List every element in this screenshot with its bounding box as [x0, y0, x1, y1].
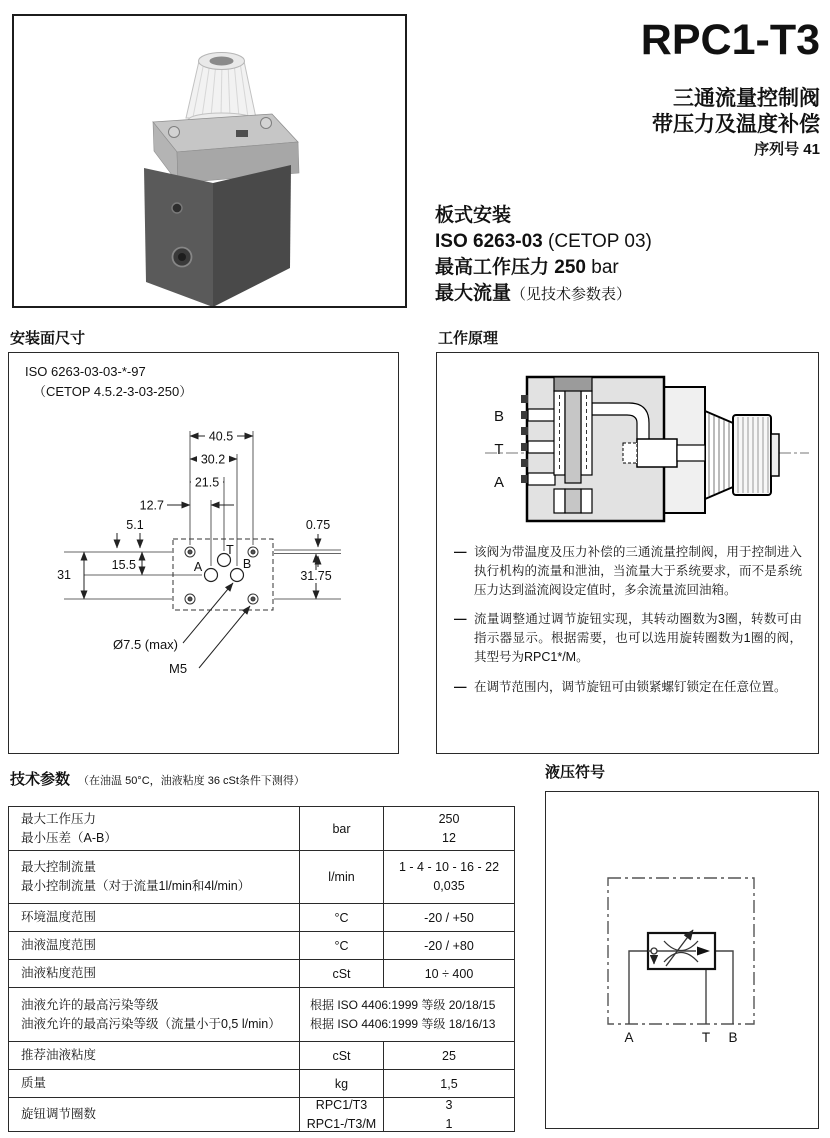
mounting-heading: 安装面尺寸: [10, 330, 86, 347]
plate-screw-right: [261, 118, 272, 129]
bullet-dash: —: [454, 545, 467, 559]
param-label: 油液允许的最高污染等级（流量小于0,5 l/min）: [21, 1016, 281, 1031]
param-value: 1,5: [440, 1076, 458, 1091]
spool: [565, 387, 581, 483]
param-label: 最大工作压力: [21, 811, 97, 826]
dim-12-7: 12.7: [139, 498, 164, 513]
param-label: 旋钮调节圈数: [21, 1107, 97, 1121]
symbol-port-b: B: [728, 1030, 738, 1045]
principle-heading: 工作原理: [438, 330, 499, 347]
callout-leaders: [183, 583, 250, 668]
mounting-standard-2: （CETOP 4.5.2-3-03-250）: [33, 384, 193, 399]
spool-lower: [565, 489, 581, 513]
key-specs: [435, 203, 652, 308]
table-row: [9, 932, 514, 960]
param-value: 1 - 4 - 10 - 16 - 22: [398, 860, 500, 874]
page-title: RPC1-T3: [640, 16, 820, 64]
product-photo-valve: [14, 16, 405, 306]
param-value: -20 / +50: [424, 910, 474, 925]
dim-30-2: 30.2: [200, 452, 226, 467]
knob-knurling: [738, 417, 768, 493]
param-value: 1: [445, 1116, 453, 1131]
param-label: 最小控制流量（对于流量1l/min和4l/min）: [21, 879, 251, 893]
param-label: 质量: [21, 1076, 47, 1090]
principle-port-b: B: [493, 408, 505, 425]
table-row: [9, 1070, 514, 1098]
param-value: 根据 ISO 4406:1999 等级 20/18/15: [310, 997, 496, 1012]
spec-mounting: 板式安装: [435, 205, 512, 226]
symbol-heading: 液压符号: [545, 764, 606, 781]
param-value: -20 / +80: [424, 938, 474, 953]
table-row: [9, 988, 514, 1042]
table-row: [9, 1042, 514, 1070]
port-b-hole: [231, 569, 244, 582]
param-value: 0,035: [433, 879, 465, 893]
param-unit: RPC1-/T3/M: [306, 1116, 377, 1131]
spool-cap: [554, 377, 592, 391]
spec-pressure: 最高工作压力 250 bar: [435, 257, 619, 278]
pilot-node: [651, 948, 657, 954]
param-unit: °C: [300, 932, 384, 959]
principle-diagram: [437, 353, 818, 538]
port-a-label: A: [193, 560, 203, 574]
param-value: 12: [442, 830, 456, 845]
symbol-port-labels: [624, 1030, 737, 1045]
param-unit: °C: [300, 904, 384, 931]
compensator-stem: [677, 445, 705, 461]
port-holes: [205, 554, 244, 582]
param-value: 250: [438, 811, 460, 826]
spec-iso: ISO 6263-03 (CETOP 03): [435, 231, 652, 252]
tech-heading: 技术参数: [10, 771, 71, 788]
bullet-dash: —: [454, 612, 467, 627]
principle-port-labels: [494, 408, 504, 491]
subtitle-line1: 三通流量控制阀: [673, 87, 820, 110]
param-value: 25: [442, 1048, 456, 1063]
symbol-port-a: A: [624, 1030, 634, 1045]
principle-bullet-1: [454, 543, 802, 599]
param-label: 推荐油液粘度: [21, 1048, 97, 1062]
dim-31-75: 31.75: [300, 569, 332, 583]
param-label: 最大控制流量: [21, 860, 97, 874]
table-row: [9, 1098, 514, 1131]
principle-port-t: T: [494, 441, 504, 458]
body-port-large-inner: [178, 253, 186, 261]
param-value: 根据 ISO 4406:1999 等级 18/16/13: [310, 1016, 496, 1031]
valve-body-front: [144, 168, 213, 306]
symbol-port-t: T: [701, 1030, 711, 1045]
bullet-text: 流量调整通过调节旋钮实现，其转动圈数为3圈，转数可由指示器显示。根据需要，也可以选用旋转圈数为1圈的阀，其型号为RPC1*/M。: [474, 612, 802, 664]
valve-body-side: [213, 165, 291, 306]
principle-bullet-3: [454, 678, 802, 697]
param-label: 油液允许的最高污染等级: [21, 997, 159, 1012]
param-unit: cSt: [300, 960, 384, 987]
principle-port-a: A: [493, 474, 505, 491]
product-subtitle: [652, 86, 820, 162]
series-number: 序列号 41: [754, 141, 820, 158]
mounting-drawing: [9, 353, 398, 753]
thread-label: M5: [169, 661, 188, 676]
port-a-hole: [205, 569, 218, 582]
principle-bullets: [454, 543, 802, 707]
hydraulic-symbol: [546, 792, 818, 1128]
param-label: 环境温度范围: [21, 910, 97, 924]
dim-40-5: 40.5: [208, 429, 234, 444]
bullet-text: 该阀为带温度及压力补偿的三通流量控制阀，用于控制进入执行机构的流量和泄油，当流量大于系统要求，而不是系统压力达到溢流阀设定值时，多余流量流回油箱。: [474, 545, 802, 597]
nameplate: [236, 130, 248, 137]
dim-15-5: 15.5: [111, 558, 136, 572]
dim-0-75: 0.75: [305, 518, 331, 532]
compensator-spring: [623, 443, 637, 463]
adjustment-knob: [733, 415, 771, 495]
hole-diameter-label: Ø7.5 (max): [113, 637, 179, 652]
bullet-text: 在调节范围内，调节旋钮可由锁紧螺钉锁定在任意位置。: [474, 679, 787, 694]
knob-end-cap: [771, 434, 779, 476]
param-unit: RPC1/T3: [315, 1097, 368, 1112]
param-value: 10 ÷ 400: [424, 966, 474, 981]
bullet-dash: —: [454, 679, 467, 694]
param-label: 最小压差（A-B）: [21, 830, 117, 845]
compensator: [637, 439, 677, 467]
table-row: [9, 807, 514, 851]
knob-hole: [210, 57, 234, 66]
mounting-standard-1: ISO 6263-03-03-*-97: [25, 364, 146, 379]
tech-heading-row: [10, 768, 305, 789]
dim-5-1: 5.1: [126, 518, 144, 532]
symbol-box: [545, 791, 819, 1129]
principle-box: [436, 352, 819, 754]
param-label: 油液温度范围: [21, 938, 97, 952]
plate-screw-left: [169, 127, 180, 138]
subtitle-line2: 带压力及温度补偿: [652, 113, 820, 136]
spec-flow: 最大流量（见技术参数表）: [435, 283, 632, 304]
tech-note: （在油温 50°C，油液粘度 36 cSt条件下测得）: [78, 775, 305, 787]
param-unit: cSt: [300, 1042, 384, 1069]
port-t-label: T: [226, 543, 234, 557]
mounting-drawing-box: [8, 352, 399, 754]
dim-31: 31: [57, 568, 71, 582]
param-value: 3: [445, 1097, 453, 1112]
dim-21-5: 21.5: [194, 475, 220, 490]
tech-table: [8, 806, 515, 1132]
table-row: [9, 851, 514, 904]
param-label: 油液粘度范围: [21, 966, 97, 980]
table-row: [9, 904, 514, 932]
table-row: [9, 960, 514, 988]
param-unit: l/min: [300, 851, 384, 903]
principle-bullet-2: [454, 610, 802, 666]
product-photo-frame: [12, 14, 407, 308]
param-unit: bar: [300, 807, 384, 850]
param-unit: kg: [300, 1070, 384, 1097]
port-b-label: B: [242, 557, 252, 571]
body-port-small: [172, 203, 182, 213]
